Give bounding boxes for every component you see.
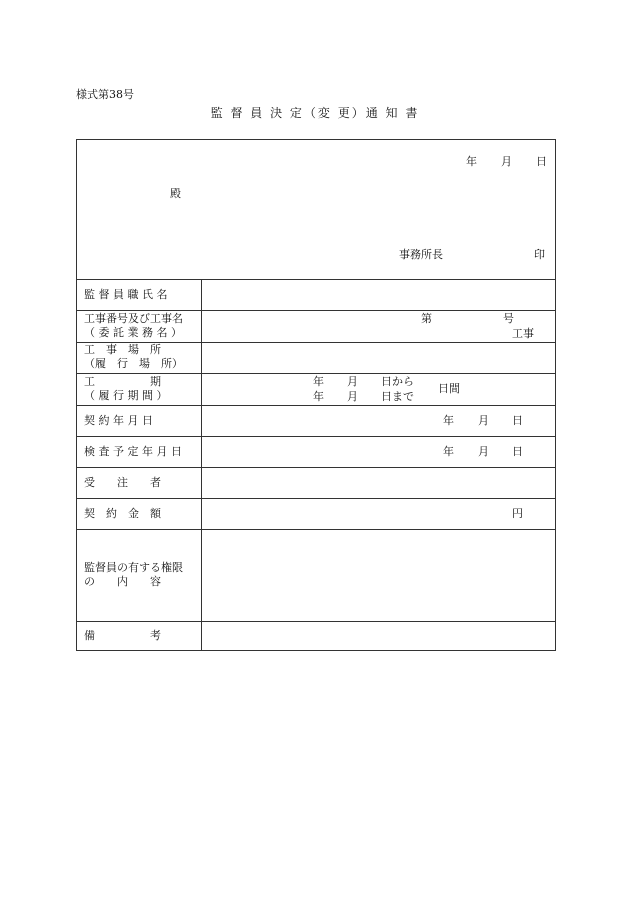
contract-date-year: 年 (443, 414, 454, 427)
contract-date-label (84, 414, 194, 428)
divider (77, 467, 555, 468)
inspection-date-text: 検 査 予 定 年 月 日 (84, 445, 182, 458)
contract-date-text: 契 約 年 月 日 (84, 414, 153, 427)
authority-label (84, 561, 194, 589)
work-period-label-line2: （ 履 行 期 間 ） (84, 389, 168, 402)
divider (77, 621, 555, 622)
inspection-date-month: 月 (478, 445, 489, 458)
supervisor-name-label (84, 288, 194, 302)
work-suffix: 工事 (512, 327, 534, 340)
remarks-text: 備 考 (84, 629, 161, 642)
period-end-day: 日まで (381, 390, 414, 403)
inspection-date-day: 日 (512, 445, 523, 458)
divider (77, 405, 555, 406)
contractor-label (84, 476, 194, 490)
authority-label-line2: の 内 容 (84, 575, 161, 588)
addressee-suffix: 殿 (170, 187, 181, 200)
divider (77, 498, 555, 499)
contract-date-day: 日 (512, 414, 523, 427)
authority-label-line1: 監督員の有する権限 (84, 561, 183, 574)
work-location-label-line1: 工 事 場 所 (84, 343, 161, 356)
document-title: 監 督 員 決 定（変 更）通 知 書 (210, 106, 420, 120)
column-divider (201, 280, 202, 650)
date-month-label: 月 (501, 155, 512, 168)
date-year-label: 年 (466, 155, 477, 168)
form-number: 様式第38号 (76, 88, 134, 101)
amount-yen: 円 (512, 507, 523, 520)
divider (77, 279, 555, 280)
period-days: 日間 (438, 382, 460, 395)
period-end-year: 年 (313, 390, 324, 403)
work-location-label-line2: （履 行 場 所） (84, 357, 183, 370)
inspection-date-label (84, 445, 194, 459)
period-start-month: 月 (347, 375, 358, 388)
work-period-label (84, 375, 194, 403)
work-number-suffix: 号 (503, 312, 514, 325)
divider (77, 436, 555, 437)
contract-amount-text: 契 約 金 額 (84, 507, 161, 520)
inspection-date-year: 年 (443, 445, 454, 458)
divider (77, 529, 555, 530)
work-period-label-line1: 工 期 (84, 375, 161, 388)
remarks-label (84, 629, 194, 643)
work-number-label (84, 312, 194, 340)
contract-amount-label (84, 507, 194, 521)
period-start-year: 年 (313, 375, 324, 388)
work-number-label-line1: 工事番号及び工事名 (84, 312, 183, 325)
contract-date-month: 月 (478, 414, 489, 427)
period-end-month: 月 (347, 390, 358, 403)
notice-form-table (76, 139, 556, 651)
work-number-prefix: 第 (421, 312, 432, 325)
work-location-label (84, 343, 194, 371)
date-day-label: 日 (536, 155, 547, 168)
divider (77, 373, 555, 374)
office-head-label: 事務所長 (399, 248, 443, 261)
work-number-label-line2: （ 委 託 業 務 名 ） (84, 326, 182, 339)
seal-mark: 印 (534, 248, 545, 261)
supervisor-name-text: 監 督 員 職 氏 名 (84, 288, 168, 301)
period-start-day: 日から (381, 375, 414, 388)
contractor-text: 受 注 者 (84, 476, 161, 489)
divider (77, 310, 555, 311)
